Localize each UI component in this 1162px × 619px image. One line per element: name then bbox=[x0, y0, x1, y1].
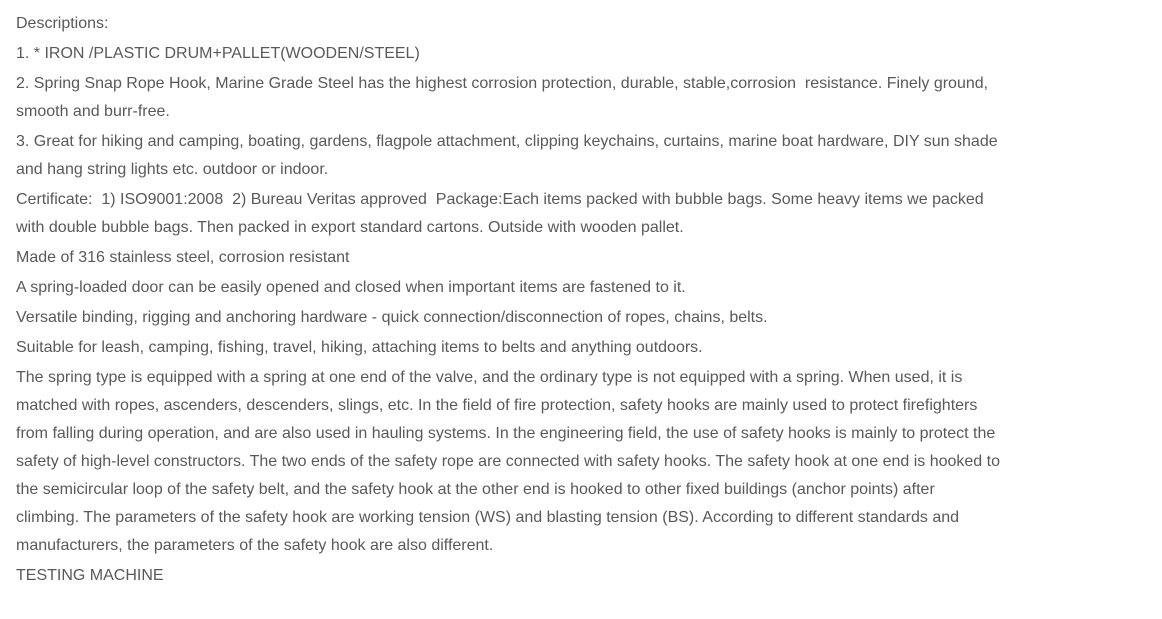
description-paragraph: 2. Spring Snap Rope Hook, Marine Grade Steel has the highest corrosion protection, durable, stable,corrosion resistance. Finely ground, smooth and burr-free. bbox=[16, 75, 993, 120]
description-paragraph: 1. * IRON /PLASTIC DRUM+PALLET(WOODEN/STEEL) bbox=[16, 45, 420, 62]
description-paragraph: Versatile binding, rigging and anchoring hardware - quick connection/disconnection of ropes, chains, belts. bbox=[16, 309, 768, 326]
description-paragraph: Made of 316 stainless steel, corrosion resistant bbox=[16, 249, 350, 266]
descriptions-heading: Descriptions: bbox=[16, 15, 109, 32]
description-paragraph: Certificate: 1) ISO9001:2008 2) Bureau Veritas approved Package:Each items packed with bubble bags. Some heavy items we packed with double bubble bags. Then packed in export standard cartons. Outside with wooden pallet. bbox=[16, 191, 989, 236]
description-paragraph: TESTING MACHINE bbox=[16, 567, 164, 584]
description-paragraph: The spring type is equipped with a spring at one end of the valve, and the ordinary type is not equipped with a spring. When used, it is matched with ropes, ascenders, descenders, slings, etc. In the field of fire protection, safety hooks are mainly used to protect firefighters from falling during operation, and are also used in hauling systems. In the engineering field, the use of safety hooks is mainly to protect the safety of high-level constructors. The two ends of the safety rope are connected with safety hooks. The safety hook at one end is hooked to the semicircular loop of the safety belt, and the safety hook at the other end is hooked to other fixed buildings (anchor points) after climbing. The parameters of the safety hook are working tension (WS) and blasting tension (BS). According to different standards and manufacturers, the parameters of the safety hook are also different. bbox=[16, 369, 1005, 554]
description-paragraph: A spring-loaded door can be easily opened and closed when important items are fastened to it. bbox=[16, 279, 686, 296]
description-paragraph: 3. Great for hiking and camping, boating, gardens, flagpole attachment, clipping keychains, curtains, marine boat hardware, DIY sun shade and hang string lights etc. outdoor or indoor. bbox=[16, 133, 1003, 178]
description-paragraph: Suitable for leash, camping, fishing, travel, hiking, attaching items to belts and anything outdoors. bbox=[16, 339, 703, 356]
